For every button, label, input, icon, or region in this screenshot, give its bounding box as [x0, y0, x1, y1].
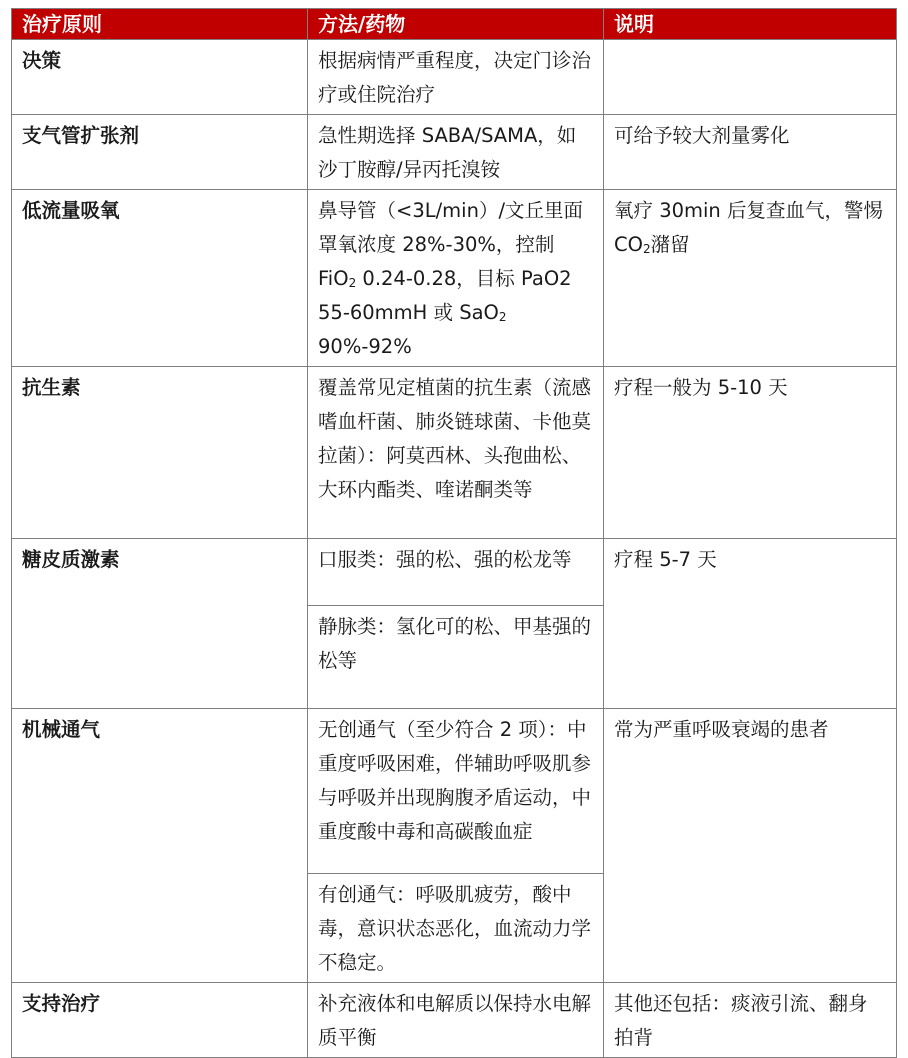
method-subcell: 无创通气（至少符合 2 项）：中重度呼吸困难，伴辅助呼吸肌参与呼吸并出现胸腹矛盾运动，中重度酸中毒和高碳酸血症: [318, 718, 592, 843]
note-cell: [604, 190, 897, 367]
principle-cell: 抗生素: [12, 367, 308, 539]
method-text-c: 90%-92%: [318, 335, 412, 358]
method-text-a: 鼻导管（<3L/min）/文丘里面罩氧浓度 28%-30%，控制 FiO: [318, 199, 584, 290]
method-cell: [308, 709, 604, 983]
note-cell: 其他还包括：痰液引流、翻身拍背: [604, 983, 897, 1058]
note-cell: 疗程一般为 5-10 天: [604, 367, 897, 539]
note-cell: [604, 40, 897, 115]
principle-cell: 决策: [12, 40, 308, 115]
table-row: [12, 115, 897, 190]
method-text-b: 0.24-0.28，目标 PaO2 55-60mmH 或 SaO: [318, 267, 572, 324]
note-text-a: 氧疗 30min 后复查血气，警惕 CO: [614, 199, 883, 256]
header-method: 方法/药物: [308, 9, 604, 40]
treatment-table: [11, 8, 897, 1058]
note-text-b: 潴留: [650, 233, 690, 256]
table-row: [12, 539, 897, 709]
header-principle: 治疗原则: [12, 9, 308, 40]
method-cell: 急性期选择 SABA/SAMA，如沙丁胺醇/异丙托溴铵: [308, 115, 604, 190]
method-cell: 根据病情严重程度，决定门诊治疗或住院治疗: [308, 40, 604, 115]
header-note: 说明: [604, 9, 897, 40]
header-row: [12, 9, 897, 40]
note-cell: 疗程 5-7 天: [604, 539, 897, 709]
table-row: [12, 983, 897, 1058]
subscript: 2: [348, 276, 357, 290]
table-row: [12, 367, 897, 539]
method-cell: [308, 190, 604, 367]
method-subcell: 静脉类：氢化可的松、甲基强的松等: [308, 605, 603, 680]
method-cell: 覆盖常见定植菌的抗生素（流感嗜血杆菌、肺炎链球菌、卡他莫拉菌）：阿莫西林、头孢曲松、大环内酯类、喹诺酮类等: [308, 367, 604, 539]
table-row: [12, 40, 897, 115]
principle-cell: 支持治疗: [12, 983, 308, 1058]
note-cell: 常为严重呼吸衰竭的患者: [604, 709, 897, 983]
table-row: [12, 709, 897, 983]
subscript: 2: [498, 310, 507, 324]
principle-cell: 糖皮质激素: [12, 539, 308, 709]
table-row: [12, 190, 897, 367]
note-cell: 可给予较大剂量雾化: [604, 115, 897, 190]
method-subcell: 口服类：强的松、强的松龙等: [318, 548, 572, 571]
method-cell: 补充液体和电解质以保持水电解质平衡: [308, 983, 604, 1058]
method-subcell: 有创通气：呼吸肌疲劳，酸中毒，意识状态恶化，血流动力学不稳定。: [308, 873, 603, 982]
subscript: 2: [642, 242, 651, 256]
principle-cell: 低流量吸氧: [12, 190, 308, 367]
principle-cell: 机械通气: [12, 709, 308, 983]
method-cell: [308, 539, 604, 709]
principle-cell: 支气管扩张剂: [12, 115, 308, 190]
